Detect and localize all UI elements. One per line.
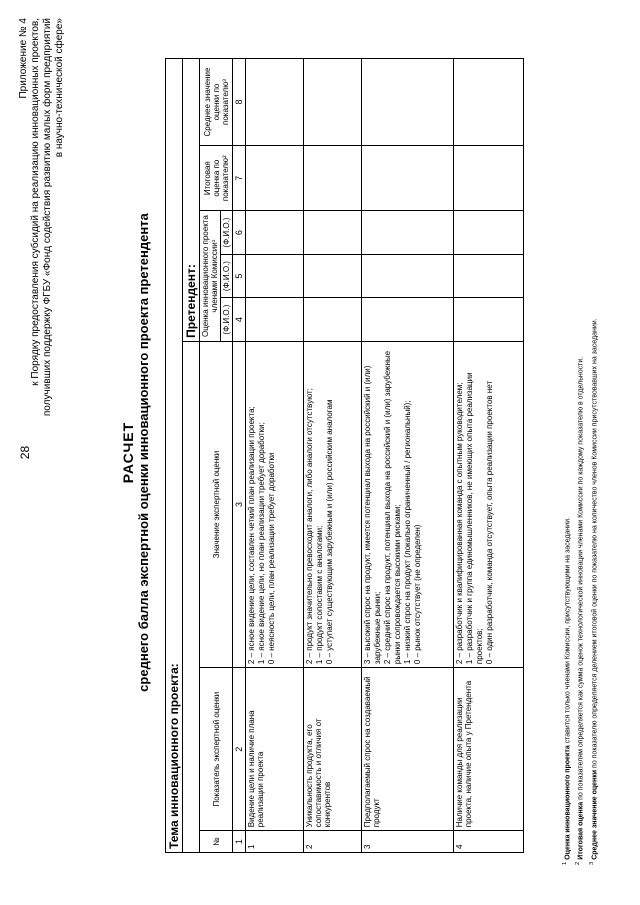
footnote: $^3$ Среднее значение оценки по показателю определяется делением итоговой оценки по показателю на количество членов Комиссии присутствовавших на заседании. <box>588 318 598 865</box>
total-cell <box>362 146 454 211</box>
page-number: 28 <box>18 445 32 460</box>
row-indicator: Наличие команды для реализации проекта, наличие опыта у Претендента <box>454 668 524 831</box>
score-cell <box>454 298 524 342</box>
col-number: 3 <box>233 341 246 667</box>
appendix-header <box>18 18 66 448</box>
total-cell <box>454 146 524 211</box>
score-cell <box>362 254 454 298</box>
row-values <box>246 341 304 667</box>
score-cell <box>362 211 454 255</box>
header-total: Итоговая оценка по показателю² <box>200 146 233 211</box>
value-line: 0 – один разработчик, команда отсутствует, опыта реализации проектов нет <box>485 380 494 665</box>
score-cell <box>246 211 304 255</box>
table-row <box>304 59 362 853</box>
row-number: 4 <box>454 831 524 853</box>
value-line: 0 – уступает существующим зарубежным и (или) российским аналогам <box>325 399 334 665</box>
row-number: 2 <box>304 831 362 853</box>
header-indicator: Показатель экспертной оценки <box>200 668 233 831</box>
total-cell <box>304 146 362 211</box>
column-number-row <box>233 59 246 853</box>
value-line: 2 – ясное видение цели, составлен четкий план реализации проекта; <box>247 406 256 665</box>
row-values <box>454 341 524 667</box>
score-cell <box>454 211 524 255</box>
score-cell <box>246 298 304 342</box>
header-meaning: Значение экспертной оценки <box>200 341 233 667</box>
total-cell <box>246 146 304 211</box>
header-row <box>200 59 221 853</box>
row-indicator: Уникальность продукта, его сопоставимость и отличия от конкурентов <box>304 668 362 831</box>
table-row <box>246 59 304 853</box>
footnotes <box>560 25 600 865</box>
title-sub: среднего балла экспертной оценки инновационного проекта претендента <box>136 213 151 692</box>
value-line: 1 – продукт сопоставим с аналогами; <box>315 525 324 665</box>
candidate-label: Претендент: <box>183 59 200 342</box>
table-row <box>362 59 454 853</box>
table-row <box>454 59 524 853</box>
header-fio-2: (Ф.И.О.) <box>221 254 233 298</box>
score-cell <box>454 254 524 298</box>
value-line: 1 – ясное видение цели, но план реализации требует доработки; <box>257 422 266 665</box>
appendix-line-3: получивших поддержку ФГБУ «Фонд содействия развитию малых форм предприятий <box>42 18 53 417</box>
score-cell <box>246 254 304 298</box>
row-number: 1 <box>246 831 304 853</box>
document-title <box>120 0 151 905</box>
candidate-row <box>183 59 200 853</box>
col-number: 4 <box>233 298 246 342</box>
title-main: РАСЧЕТ <box>120 421 136 484</box>
value-line: 0 – рынок отсутствует (не определен) <box>413 524 422 665</box>
value-line: 1 – разработчик и группа единомышленников, не имеющих опыта реализации проектов; <box>465 372 484 665</box>
topic-row <box>166 59 183 853</box>
footnote: $^1$ Оценка инновационного проекта ставится только членами Комиссии, присутствующими на заседании. <box>562 517 572 865</box>
average-cell <box>304 59 362 146</box>
appendix-line-4: в научно-технической сфере» <box>54 18 65 158</box>
header-no: № <box>200 831 233 853</box>
score-cell <box>304 254 362 298</box>
header-average: Среднее значение оценки по показателю³ <box>200 59 233 146</box>
appendix-line-1: Приложение № 4 <box>18 18 29 99</box>
col-number: 2 <box>233 668 246 831</box>
value-line: 2 – разработчик и квалифицированная команда с опытным руководителем; <box>455 382 464 665</box>
col-number: 5 <box>233 254 246 298</box>
row-indicator: Предполагаемый спрос на создаваемый продукт <box>362 668 454 831</box>
average-cell <box>454 59 524 146</box>
value-line: 2 – средний спрос на продукт, потенциал выхода на российский и (или) зарубежные рынки сопровождается высокими рисками; <box>383 350 402 665</box>
value-line: 3 – высокий спрос на продукт, имеется потенциал выхода на российский и (или) зарубежные рынки; <box>363 365 382 665</box>
header-assessment: Оценка инновационного проекта членами Комиссии¹ <box>200 211 221 342</box>
col-number: 1 <box>233 831 246 853</box>
value-line: 0 – неясность цели, план реализации требует доработки <box>267 452 276 665</box>
row-indicator: Видение цели и наличие плана реализации проекта <box>246 668 304 831</box>
average-cell <box>246 59 304 146</box>
header-fio-1: (Ф.И.О.) <box>221 298 233 342</box>
col-number: 8 <box>233 59 246 146</box>
col-number: 7 <box>233 146 246 211</box>
value-line: 1 – низкий спрос на продукт (локально ограниченный / региональный); <box>403 400 412 665</box>
topic-label: Тема инновационного проекта: <box>166 59 183 853</box>
col-number: 6 <box>233 211 246 255</box>
row-values <box>304 341 362 667</box>
appendix-line-2: к Порядку предоставления субсидий на реализацию инновационных проектов, <box>30 18 41 386</box>
score-cell <box>304 211 362 255</box>
average-cell <box>362 59 454 146</box>
row-number: 3 <box>362 831 454 853</box>
score-cell <box>304 298 362 342</box>
row-values <box>362 341 454 667</box>
assessment-table <box>165 58 524 853</box>
value-line: 2 – продукт значительно превосходит аналоги, либо аналоги отсутствуют; <box>305 388 314 665</box>
header-fio-3: (Ф.И.О.) <box>221 211 233 255</box>
footnote: $^2$ Итоговая оценка по показателям определяется как сумма оценок технологической инновации членами Комиссии по каждому показателю в отдельности. <box>575 356 585 865</box>
score-cell <box>362 298 454 342</box>
